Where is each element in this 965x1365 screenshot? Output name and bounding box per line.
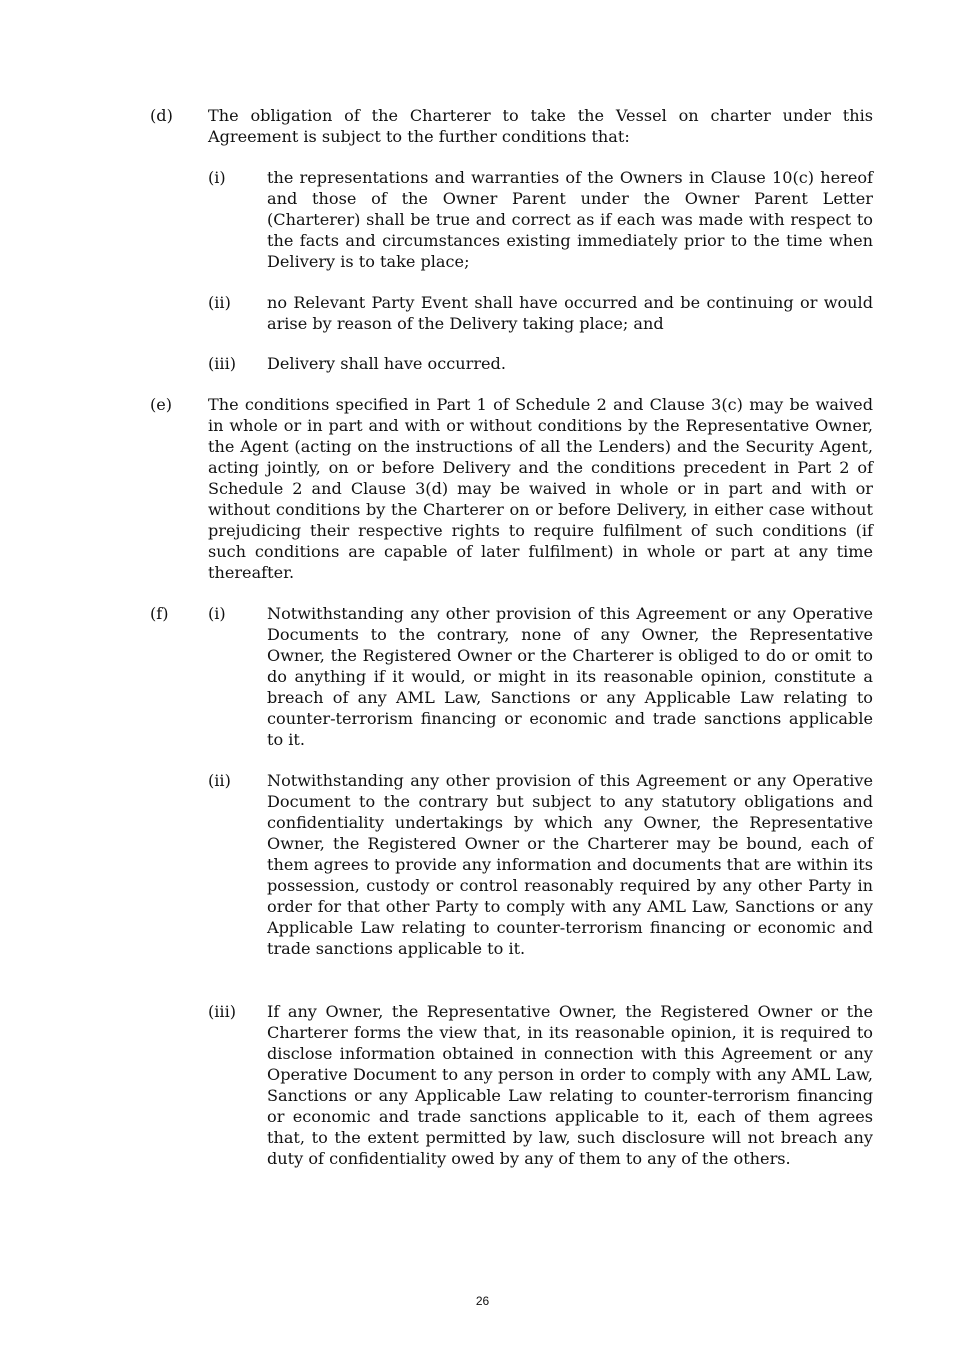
clause-f-i-label: (i) — [208, 604, 226, 623]
clause-e-text: The conditions specified in Part 1 of Schedule 2 and Clause 3(c) may be waived in whole or in part and with or without conditions by the Representative Owner, the Agent (acting on the instructions of all the Lenders) and the Security Agent, acting jointly, on or before Delivery and the conditions precedent in Part 2 of Schedule 2 and Clause 3(d) may be waived in whole or in part and with or without conditions by the Charterer on or before Delivery, in either case without prejudicing their respective rights to require fulfilment of such conditions (if such conditions are capable of later fulfilment) in whole or part at any time thereafter. — [208, 395, 873, 582]
clause-d-ii-label: (ii) — [208, 293, 231, 312]
clause-e-label: (e) — [150, 395, 173, 414]
clause-f-iii-text: If any Owner, the Representative Owner, the Registered Owner or the Charterer forms the view that, in its reasonable opinion, it is required to disclose information obtained in connection with this Agreement or any Operative Document to any person in order to comply with any AML Law, Sanctions or any Applicable Law relating to counter-terrorism financing or economic and trade sanctions applicable to it, each of them agrees that, to the extent permitted by law, such disclosure will not breach any duty of confidentiality owed by any of them to any of the others. — [267, 1002, 873, 1168]
clause-d-text: The obligation of the Charterer to take the Vessel on charter under this Agreement is subject to the further conditions that: — [208, 106, 873, 146]
clause-f-ii-label: (ii) — [208, 771, 231, 790]
page-number: 26 — [475, 1294, 490, 1308]
clause-f-label: (f) — [150, 604, 169, 623]
clause-d-iii-text: Delivery shall have occurred. — [267, 354, 506, 373]
clause-f-ii-text: Notwithstanding any other provision of this Agreement or any Operative Document to the contrary but subject to any statutory obligations and confidentiality undertakings by which any Owner, the Representative Owner, the Registered Owner or the Charterer may be bound, each of them agrees to provide any information and documents that are within its possession, custody or control reasonably required by any other Party in order for that other Party to comply with any AML Law, Sanctions or any Applicable Law relating to counter-terrorism financing or economic and trade sanctions applicable to it. — [267, 771, 873, 958]
clause-d-ii-text: no Relevant Party Event shall have occurred and be continuing or would arise by reason of the Delivery taking place; and — [267, 293, 873, 333]
clause-d-label: (d) — [150, 106, 173, 125]
clause-d-i-text: the representations and warranties of the Owners in Clause 10(c) hereof and those of the Owner Parent under the Owner Parent Letter (Charterer) shall be true and correct as if each was made with respect to the facts and circumstances existing immediately prior to the time when Delivery is to take place; — [267, 168, 873, 271]
clause-f-i-text: Notwithstanding any other provision of this Agreement or any Operative Documents to the contrary, none of any Owner, the Representative Owner, the Registered Owner or the Charterer is obliged to do or omit to do anything if it would, or might in its reasonable opinion, constitute a breach of any AML Law, Sanctions or any Applicable Law relating to counter-terrorism financing or economic and trade sanctions applicable to it. — [267, 604, 873, 749]
clause-f-iii-label: (iii) — [208, 1002, 236, 1021]
clause-d-i-label: (i) — [208, 168, 226, 187]
clause-d-iii-label: (iii) — [208, 354, 236, 373]
